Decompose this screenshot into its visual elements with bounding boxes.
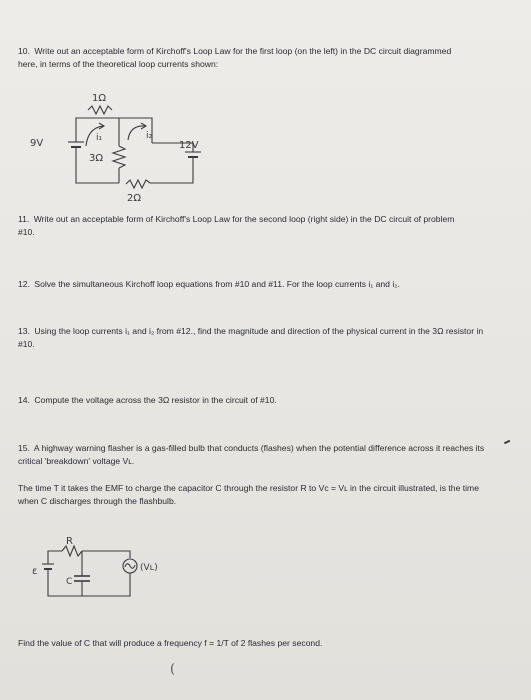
label-c: C [66,577,73,587]
handwritten-mark: ( [170,662,176,677]
question-15-final: Find the value of C that will produce a frequency f = 1/T of 2 flashes per second. [18,638,323,648]
resistor-3ohm [113,146,125,168]
wire-top-right [82,551,130,558]
label-i1: i₁ [96,133,103,143]
question-10: 10. Write out an acceptable form of Kirchoff's Loop Law for the first loop (on the left) in the DC circuit diagrammed here, in terms of the theoretical loop currents shown: [18,46,452,69]
label-emf: ε [32,566,38,577]
label-r: R [66,536,73,547]
label-12v: 12V [179,140,199,151]
label-1ohm: 1Ω [92,93,107,104]
resistor-2ohm [126,180,150,188]
bulb-filament [125,564,135,569]
label-bulb-voltage: (Vʟ) [140,563,158,573]
question-11: 11. Write out an acceptable form of Kirchoff's Loop Law for the second loop (right side) in the DC circuit of problem #10. [18,214,455,237]
wire-left-top [48,551,62,561]
wire-bottom [48,569,130,596]
question-13: 13. Using the loop currents i₁ and i₂ from #12., find the magnitude and direction of the physical current in the 3Ω resistor in #10. [18,326,484,349]
wire-bottom-right [150,166,193,183]
page-mark [504,440,510,444]
label-i2: i₂ [146,131,153,141]
resistor-1ohm [88,106,112,114]
question-14: 14. Compute the voltage across the 3Ω resistor in the circuit of #10. [18,395,277,405]
circuit-diagram-loops [28,88,228,213]
circuit-diagram-flasher [30,536,190,611]
question-15-paragraph-2: The time T it takes the EMF to charge the capacitor C through the resistor R to Vc = Vʟ in the circuit illustrated, is the time when C discharges through the flashbulb. [18,483,479,506]
label-9v: 9V [30,138,44,149]
question-15: 15. A highway warning flasher is a gas-filled bulb that conducts (flashes) when the potential difference across it reaches its critical 'breakdown' voltage Vʟ. [18,443,485,466]
label-3ohm: 3Ω [89,153,104,164]
resistor-r [62,546,82,556]
label-2ohm: 2Ω [127,193,142,204]
question-12: 12. Solve the simultaneous Kirchoff loop equations from #10 and #11. For the loop currents i₁ and i₂. [18,279,400,289]
